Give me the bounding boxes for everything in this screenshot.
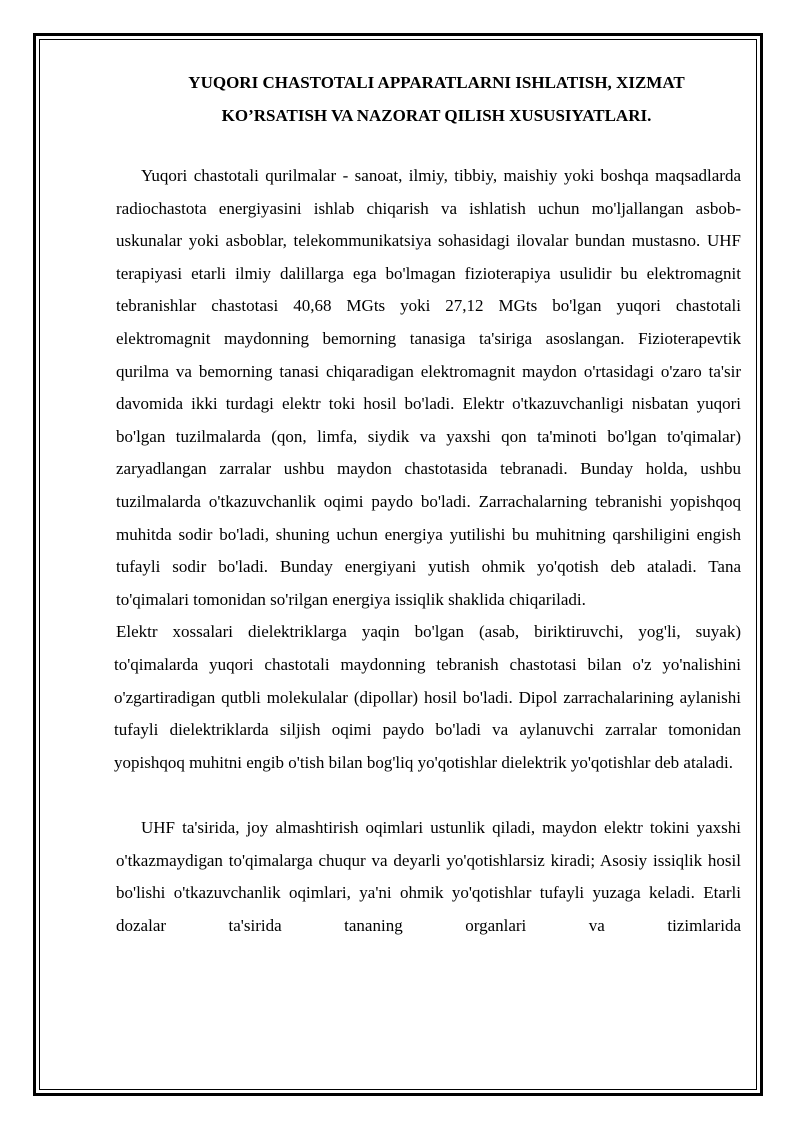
document-title: YUQORI CHASTOTALI APPARATLARNI ISHLATISH, XIZMAT KO’RSATISH VA NAZORAT QILISH XUSUSIYATLARI. [188, 73, 685, 125]
document-body [116, 66, 741, 943]
paragraph-2: Elektr xossalari dielektriklarga yaqin bo'lgan (asab, biriktiruvchi, yog'li, suyak) to'qimalarda yuqori chastotali maydonning tebranish chastotasi bilan o'z yo'nalishini o'zgartiradigan qutbli molekulalar (dipollar) hosil bo'ladi. Dipol zarrachalarining aylanishi tufayli dielektriklarda siljish oqimi paydo bo'ladi va aylanuvchi zarralar tomonidan yopishqoq muhitni engib o'tish bilan bog'liq yo'qotishlar dielektrik yo'qotishlar deb ataladi. [114, 622, 741, 772]
paragraph-3: UHF ta'sirida, joy almashtirish oqimlari ustunlik qiladi, maydon elektr tokini yaxshi o'tkazmaydigan to'qimalarga chuqur va deyarli yo'qotishlarsiz kiradi; Asosiy issiqlik hosil bo'lishi o'tkazuvchanlik oqimlari, ya'ni ohmik yo'qotishlar tufayli yuzaga keladi. Etarli dozalar ta'sirida tananing organlari va tizimlarida [116, 818, 741, 936]
paragraph-1: Yuqori chastotali qurilmalar - sanoat, ilmiy, tibbiy, maishiy yoki boshqa maqsadlarda radiochastota energiyasini ishlab chiqarish va ishlatish uchun mo'ljallangan asbob-uskunalar yoki asboblar, telekommunikatsiya sohasidagi ilovalar bundan mustasno. UHF terapiyasi etarli ilmiy dalillarga ega bo'lmagan fizioterapiya usulidir bu elektromagnit tebranishlar chastotasi 40,68 MGts yoki 27,12 MGts bo'lgan yuqori chastotali elektromagnit maydonning bemorning tanasiga ta'siriga asoslangan. Fizioterapevtik qurilma va bemorning tanasi chiqaradigan elektromagnit maydon o'rtasidagi o'zaro ta'sir davomida ikki turdagi elektr toki hosil bo'ladi. Elektr o'tkazuvchanligi nisbatan yuqori bo'lgan tuzilmalarda (qon, limfa, siydik va yaxshi qon ta'minoti bo'lgan to'qimalar) zaryadlangan zarralar ushbu maydon chastotasida tebranadi. Bunday holda, ushbu tuzilmalarda o'tkazuvchanlik oqimi paydo bo'ladi. Zarrachalarning tebranishi yopishqoq muhitda sodir bo'ladi, shuning uchun energiya yutilishi bu muhitning qarshiligini engish tufayli sodir bo'ladi. Bunday energiyani yutish ohmik yo'qotish deb ataladi. Tana to'qimalari tomonidan so'rilgan energiya issiqlik shaklida chiqariladi. [116, 166, 741, 609]
